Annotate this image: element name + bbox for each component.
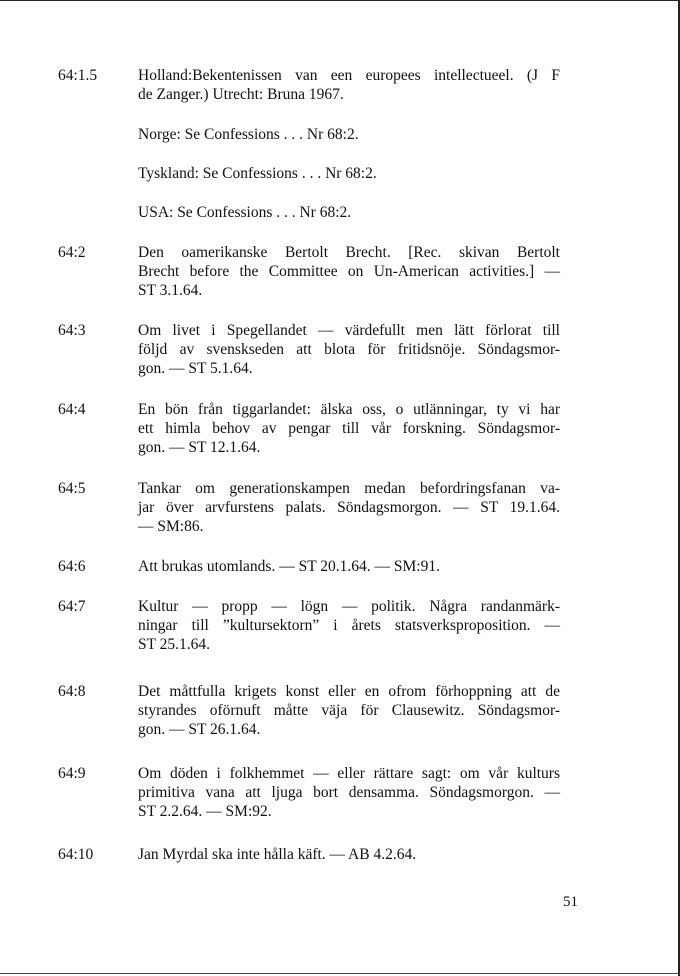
page-top-edge — [0, 0, 680, 1]
entry-text — [138, 243, 560, 300]
entry-text — [138, 203, 560, 222]
entry-id: 64:1.5 — [58, 67, 98, 84]
entry-line: Att brukas utomlands. — ST 20.1.64. — SM:91. — [138, 558, 440, 575]
entry-text — [138, 66, 560, 104]
entry-line: Om livet i Spegellandet — värdefullt men lätt förlorat till — [138, 322, 560, 339]
entry-id: 64:8 — [58, 683, 86, 700]
entry-id: 64:9 — [58, 765, 86, 782]
entry-line: Brecht before the Committee on Un-American activities.] — — [138, 263, 560, 280]
entry-line: Holland:Bekentenissen van een europees intellectueel. (J F — [138, 67, 560, 84]
entry-text — [138, 764, 560, 821]
entry-text — [138, 164, 560, 183]
entry-text — [138, 400, 560, 457]
entry-text — [138, 479, 560, 536]
entry-line: primitiva vana att ljuga bort densamma. Söndagsmorgon. — — [138, 784, 560, 801]
entry-line: USA: Se Confessions . . . Nr 68:2. — [138, 204, 352, 221]
entry-id: 64:3 — [58, 322, 86, 339]
entry-id: 64:4 — [58, 401, 86, 418]
entry-line: ST 2.2.64. — SM:92. — [138, 803, 272, 820]
entry-line: följd av svenskseden att blota för fritidsnöje. Söndagsmor- — [138, 341, 560, 358]
entry-line: Kultur — propp — lögn — politik. Några randanmärk- — [138, 598, 560, 615]
entry-text — [138, 845, 560, 864]
entry-line: gon. — ST 26.1.64. — [138, 721, 261, 738]
entry-line: Tyskland: Se Confessions . . . Nr 68:2. — [138, 165, 377, 182]
entry-id: 64:6 — [58, 558, 86, 575]
entry-line: Jan Myrdal ska inte hålla käft. — AB 4.2.64. — [138, 846, 417, 863]
entry-line: Det måttfulla krigets konst eller en ofrom förhoppning att de — [138, 683, 560, 700]
entry-text — [138, 682, 560, 739]
entry-id: 64:5 — [58, 480, 86, 497]
entry-line: — SM:86. — [138, 518, 204, 535]
entry-line: ST 25.1.64. — [138, 636, 211, 653]
entry-text — [138, 597, 560, 654]
entry-id: 64:2 — [58, 244, 86, 261]
entry-text — [138, 321, 560, 378]
entry-line: ningar till ”kultursektorn” i årets statsverksproposition. — — [138, 617, 560, 634]
entry-line: Tankar om generationskampen medan befordringsfanan va- — [138, 480, 560, 497]
entry-text — [138, 557, 560, 576]
entry-line: ett himla behov av pengar till vår forskning. Söndagsmor- — [138, 420, 560, 437]
entry-text — [138, 125, 560, 144]
page-bottom-edge — [0, 973, 680, 974]
entry-line: Den oamerikanske Bertolt Brecht. [Rec. skivan Bertolt — [138, 244, 560, 261]
entry-line: ST 3.1.64. — [138, 282, 203, 299]
entry-line: styrandes oförnuft måtte väja för Clausewitz. Söndagsmor- — [138, 702, 560, 719]
page-number: 51 — [563, 894, 578, 910]
entry-line: gon. — ST 5.1.64. — [138, 360, 253, 377]
entry-id: 64:7 — [58, 598, 86, 615]
entry-line: jar över arvfurstens palats. Söndagsmorgon. — ST 19.1.64. — [138, 499, 560, 516]
entry-id: 64:10 — [58, 846, 94, 863]
entry-line: gon. — ST 12.1.64. — [138, 439, 261, 456]
entry-line: de Zanger.) Utrecht: Bruna 1967. — [138, 86, 344, 103]
entry-line: En bön från tiggarlandet: älska oss, o utlänningar, ty vi har — [138, 401, 560, 418]
entry-line: Om döden i folkhemmet — eller rättare sagt: om vår kulturs — [138, 765, 560, 782]
entry-line: Norge: Se Confessions . . . Nr 68:2. — [138, 126, 359, 143]
